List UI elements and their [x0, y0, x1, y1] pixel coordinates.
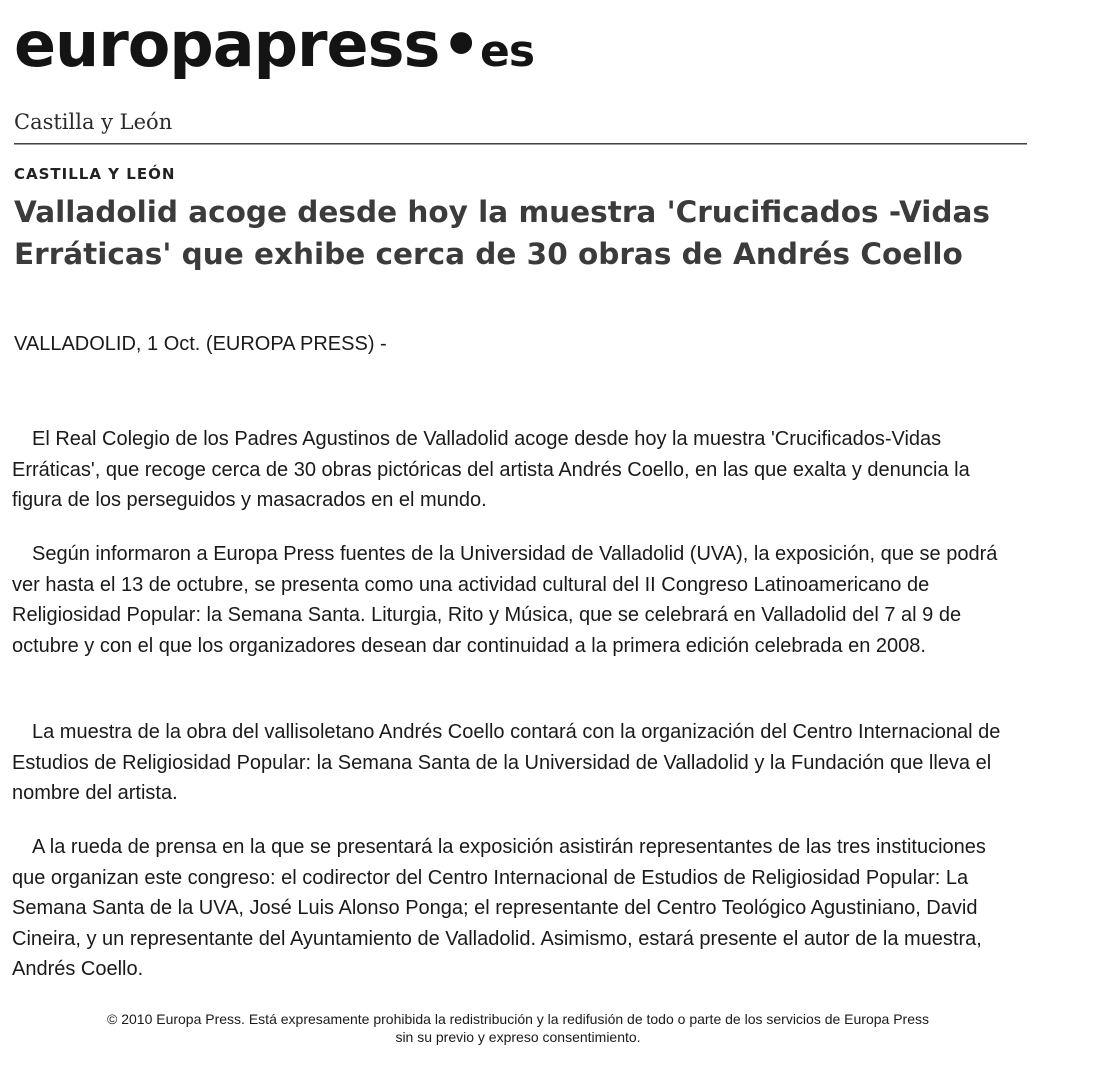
article-paragraph-1: El Real Colegio de los Padres Agustinos de Valladolid acoge desde hoy la muestra 'Crucificados-Vidas Erráticas', que recoge cerca de 30 obras pictóricas del artista Andrés Coello, en las que exalta y denuncia la figura de los perseguidos y masacrados en el mundo.	[12, 428, 970, 511]
article-paragraph-3: La muestra de la obra del vallisoletano Andrés Coello contará con la organización del Centro Internacional de Estudios de Religiosidad Popular: la Semana Santa de la Universidad de Valladolid y la Fundación que lleva el nombre del artista.	[12, 721, 1001, 804]
article-headline: Valladolid acoge desde hoy la muestra 'Crucificados -Vidas Erráticas' que exhibe cerca de 30 obras de Andrés Coello	[14, 195, 990, 271]
article-dateline: VALLADOLID, 1 Oct. (EUROPA PRESS) -	[14, 333, 387, 355]
article-paragraph-2: Según informaron a Europa Press fuentes de la Universidad de Valladolid (UVA), la exposición, que se podrá ver hasta el 13 de octubre, se presenta como una actividad cultural del II Congreso Latinoamericano de Religiosidad Popular: la Semana Santa. Liturgia, Rito y Música, que se celebrará en Valladolid del 7 al 9 de octubre y con el que los organizadores desean dar continuidad a la primera edición celebrada en 2008.	[12, 543, 998, 657]
region-title: Castilla y León	[14, 110, 173, 134]
logo-dot: •	[441, 8, 481, 81]
copyright-line-2: sin su previo y expreso consentimiento.	[395, 1029, 641, 1045]
logo-name: europapress	[14, 8, 440, 81]
copyright-footer	[0, 1010, 1036, 1046]
europapress-logo	[14, 8, 534, 81]
header-divider	[14, 143, 1027, 145]
logo-tld: es	[480, 26, 535, 77]
article-paragraph-4: A la rueda de prensa en la que se presentará la exposición asistirán representantes de las tres instituciones que organizan este congreso: el codirector del Centro Internacional de Estudios de Religiosidad Popular: La Semana Santa de la UVA, José Luis Alonso Ponga; el representante del Centro Teológico Agustiniano, David Cineira, y un representante del Ayuntamiento de Valladolid. Asimismo, estará presente el autor de la muestra, Andrés Coello.	[12, 836, 986, 980]
section-label: CASTILLA Y LEÓN	[14, 165, 176, 183]
copyright-line-1: © 2010 Europa Press. Está expresamente prohibida la redistribución y la redifusión de todo o parte de los servicios de Europa Press	[107, 1011, 929, 1027]
